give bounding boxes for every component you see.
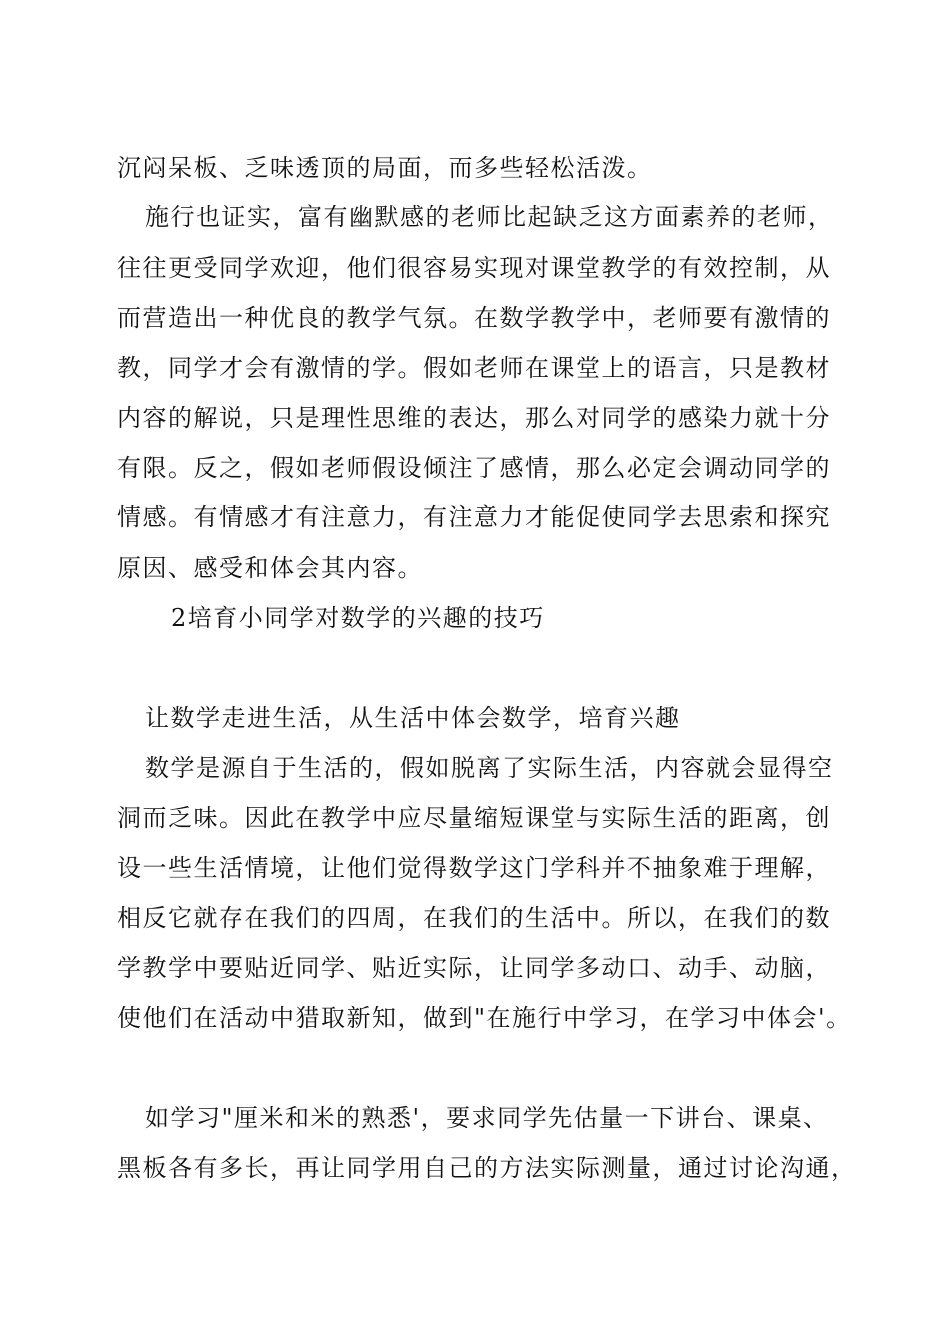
text-line: 往往更受同学欢迎，他们很容易实现对课堂教学的有效控制，从 xyxy=(117,254,831,282)
text-line: 使他们在活动中猎取新知，做到"在施行中学习，在学习中体会'。 xyxy=(117,1004,852,1032)
text-line: 洞而乏味。因此在教学中应尽量缩短课堂与实际生活的距离，创 xyxy=(117,804,831,832)
section-heading: 2培育小同学对数学的兴趣的技巧 xyxy=(171,604,545,632)
text-line: 施行也证实，富有幽默感的老师比起缺乏这方面素养的老师， xyxy=(145,203,834,231)
subsection-heading: 让数学走进生活，从生活中体会数学，培育兴趣 xyxy=(145,704,681,732)
text-line: 学教学中要贴近同学、贴近实际，让同学多动口、动手、动脑， xyxy=(117,954,831,982)
text-line: 相反它就存在我们的四周，在我们的生活中。所以，在我们的数 xyxy=(117,904,831,932)
text-line: 沉闷呆板、乏味透顶的局面，而多些轻松活泼。 xyxy=(117,154,653,182)
text-line: 内容的解说，只是理性思维的表达，那么对同学的感染力就十分 xyxy=(117,404,831,432)
text-line: 而营造出一种优良的教学气氛。在数学教学中，老师要有激情的 xyxy=(117,304,831,332)
text-line: 黑板各有多长，再让同学用自己的方法实际测量，通过讨论沟通， xyxy=(117,1154,857,1182)
text-line: 如学习"厘米和米的熟悉'，要求同学先估量一下讲台、课桌、 xyxy=(145,1104,829,1132)
text-line: 情感。有情感才有注意力，有注意力才能促使同学去思索和探究 xyxy=(117,503,831,531)
text-line: 设一些生活情境，让他们觉得数学这门学科并不抽象难于理解， xyxy=(117,854,831,882)
text-line: 数学是源自于生活的，假如脱离了实际生活，内容就会显得空 xyxy=(145,754,834,782)
text-line: 原因、感受和体会其内容。 xyxy=(117,554,423,582)
text-line: 教，同学才会有激情的学。假如老师在课堂上的语言，只是教材 xyxy=(117,354,831,382)
text-line: 有限。反之，假如老师假设倾注了感情，那么必定会调动同学的 xyxy=(117,454,831,482)
